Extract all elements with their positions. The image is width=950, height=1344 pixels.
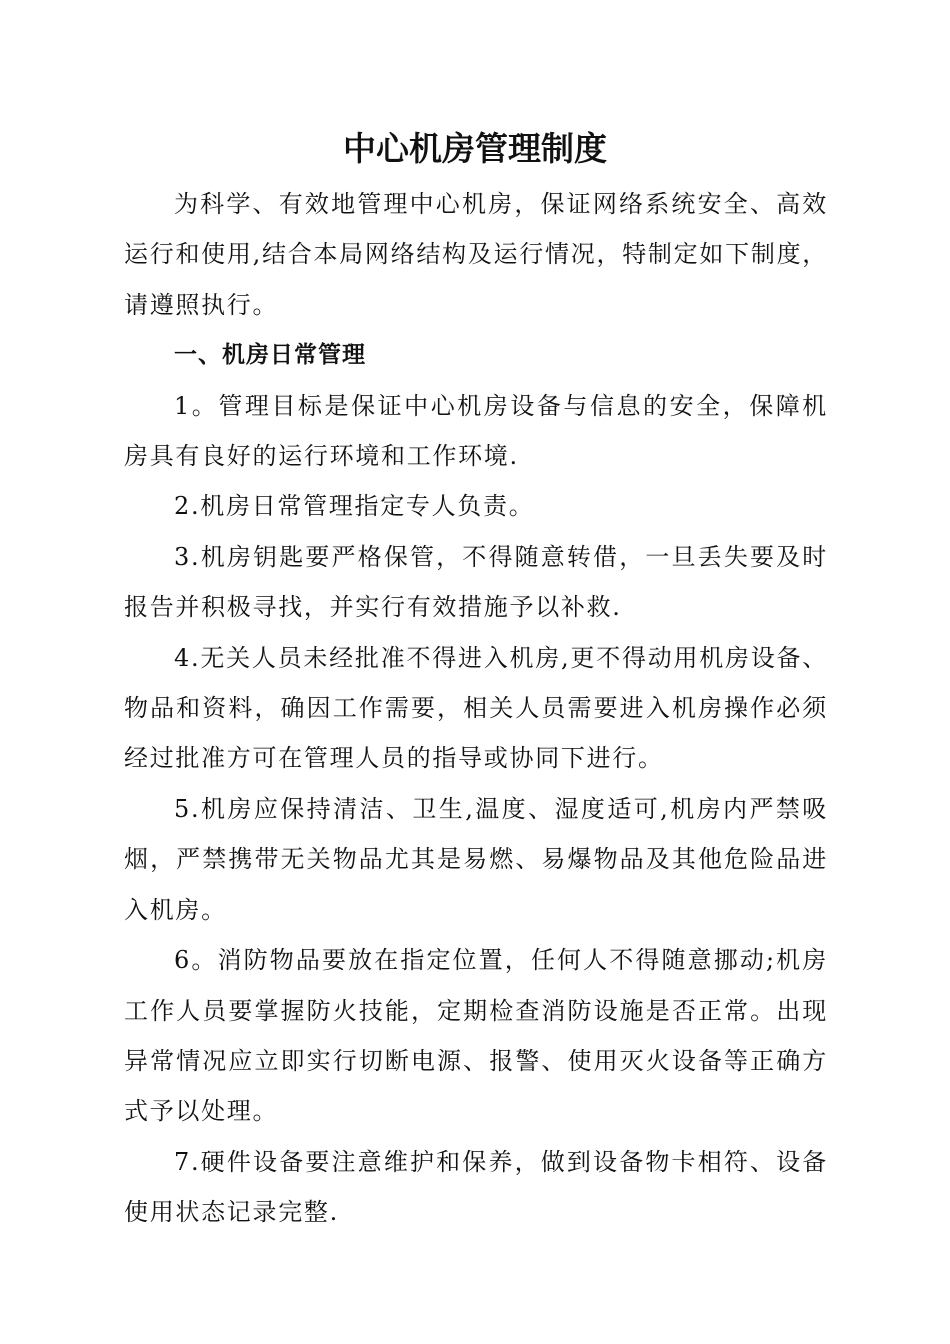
intro-paragraph: 为科学、有效地管理中心机房，保证网络系统安全、高效运行和使用,结合本局网络结构及运行情况，特制定如下制度，请遵照执行。	[124, 190, 828, 319]
rule-item-3: 3.机房钥匙要严格保管，不得随意转借，一旦丢失要及时报告并积极寻找，并实行有效措施予以补救.	[124, 542, 828, 622]
section-heading: 一、机房日常管理	[174, 342, 366, 369]
rule-item-2: 2.机房日常管理指定专人负责。	[174, 492, 535, 521]
document-body	[124, 179, 828, 1238]
rule-item-1: 1。管理目标是保证中心机房设备与信息的安全，保障机房具有良好的运行环境和工作环境.	[124, 391, 828, 471]
rule-item-4: 4.无关人员未经批准不得进入机房,更不得动用机房设备、物品和资料，确因工作需要，相关人员需要进入机房操作必须经过批准方可在管理人员的指导或协同下进行。	[124, 643, 828, 773]
rule-item-7: 7.硬件设备要注意维护和保养，做到设备物卡相符、设备使用状态记录完整.	[124, 1147, 828, 1227]
rule-item-6: 6。消防物品要放在指定位置，任何人不得随意挪动;机房工作人员要掌握防火技能，定期检查消防设施是否正常。出现异常情况应立即实行切断电源、报警、使用灭火设备等正确方式予以处理。	[124, 946, 828, 1126]
document-title: 中心机房管理制度	[343, 129, 607, 168]
rule-item-5: 5.机房应保持清洁、卫生,温度、湿度适可,机房内严禁吸烟，严禁携带无关物品尤其是易燃、易爆物品及其他危险品进入机房。	[124, 794, 828, 924]
